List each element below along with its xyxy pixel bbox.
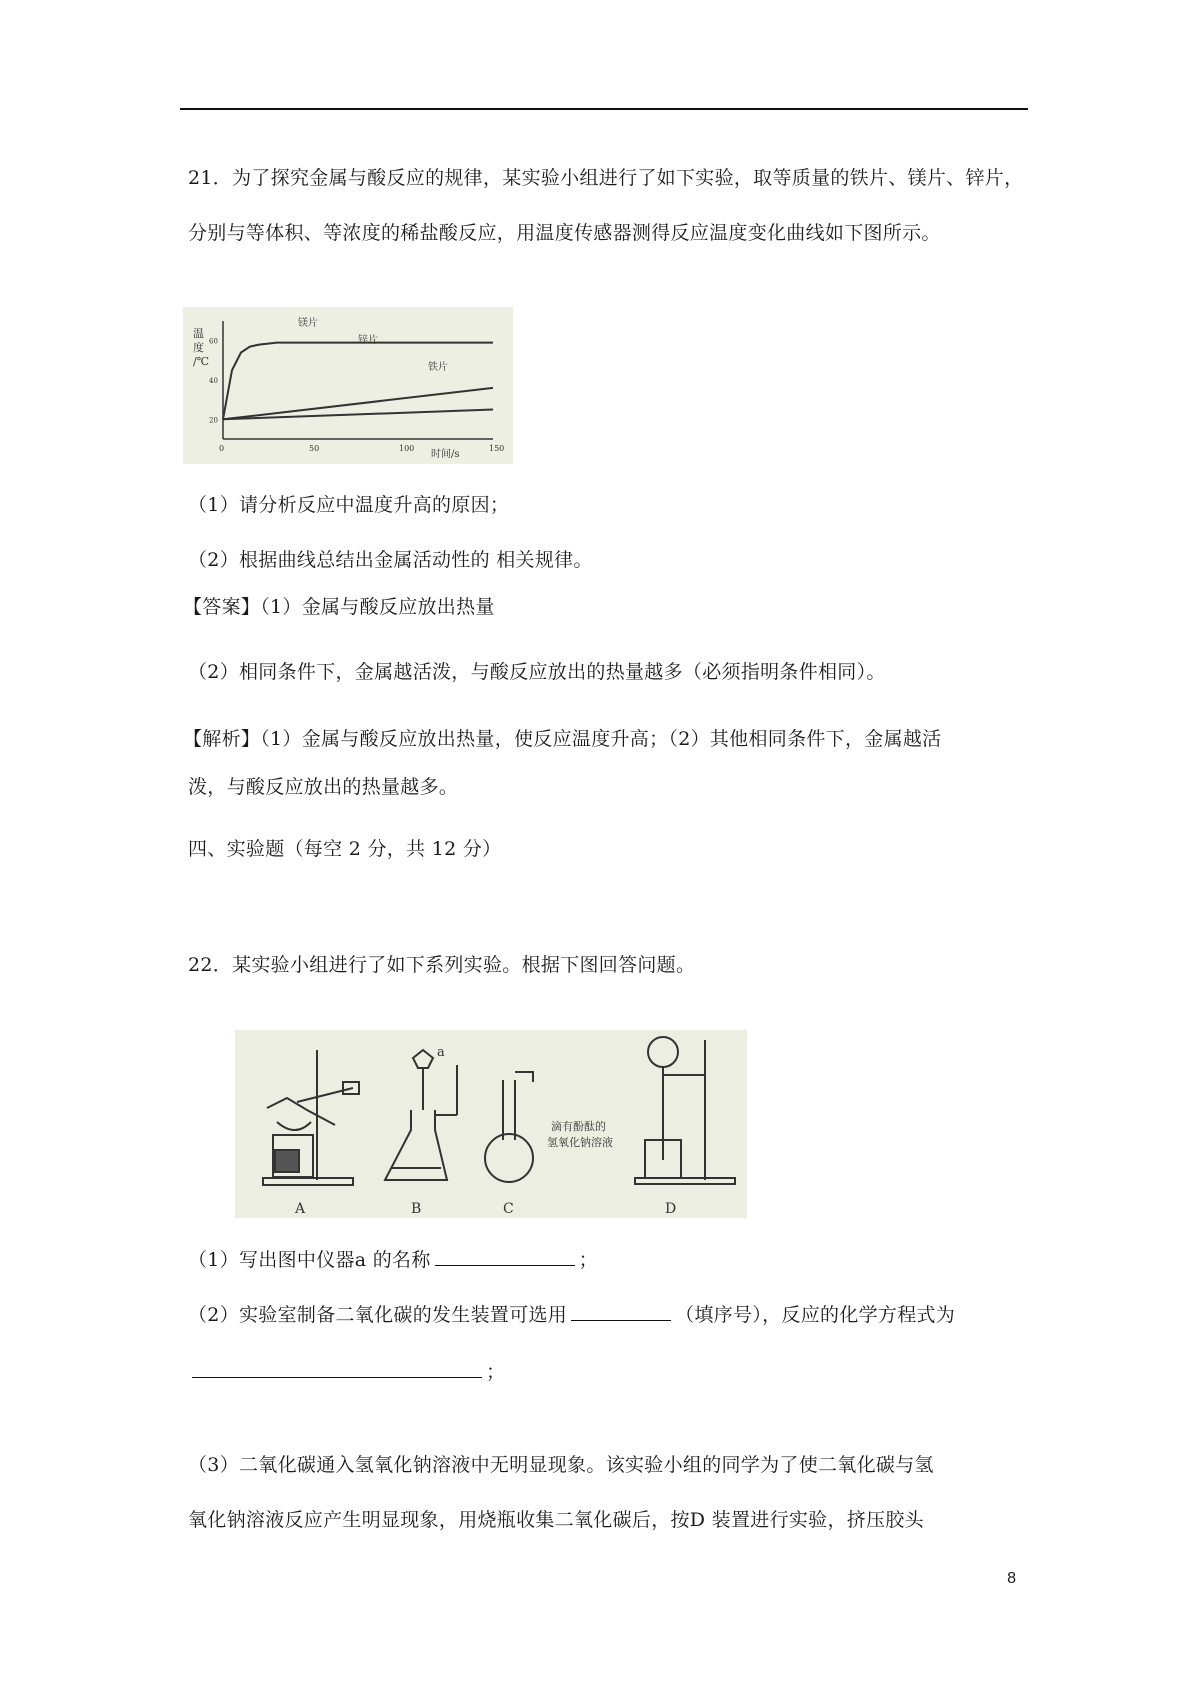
q21-sub2: （2）根据曲线总结出金属活动性的 相关规律。 [188, 549, 593, 571]
header-rule [180, 108, 1028, 110]
curve-label: 铁片 [428, 362, 448, 373]
temperature-chart [183, 307, 513, 464]
q21-analysis-line1: 【解析】（1）金属与酸反应放出热量，使反应温度升高；（2）其他相同条件下，金属越活 [183, 728, 942, 750]
q22-sub2 [188, 1300, 955, 1327]
x-tick-label: 0 [219, 444, 225, 453]
q22-sub2-suffix: （填序号），反应的化学方程式为 [675, 1304, 956, 1326]
q22-sub3-line1: （3）二氧化碳通入氢氧化钠溶液中无明显现象。该实验小组的同学为了使二氧化碳与氢 [188, 1454, 934, 1476]
y-tick-label: 40 [209, 377, 218, 385]
q22-sub1-suffix: ； [578, 1249, 598, 1271]
q22-sub1 [188, 1245, 598, 1272]
curve-label: 镁片 [298, 318, 318, 329]
x-tick-label: 150 [489, 444, 505, 453]
q22-sub2-line2-suffix: ； [486, 1361, 506, 1383]
curve-label: 锌片 [358, 335, 378, 346]
x-label: 时间/s [431, 449, 460, 460]
label-a-instrument: a [437, 1045, 445, 1060]
q21-stem-line2: 分别与等体积、等浓度的稀盐酸反应，用温度传感器测得反应温度变化曲线如下图所示。 [188, 222, 941, 244]
q22-sub2-blank-2[interactable] [192, 1357, 482, 1378]
temperature-chart-svg [183, 307, 513, 464]
q21-sub1: （1）请分析反应中温度升高的原因； [188, 494, 510, 516]
q21-answer-line2: （2）相同条件下，金属越活泼，与酸反应放出的热量越多（必须指明条件相同）。 [188, 661, 886, 683]
label-d-note-1: 滴有酚酞的 [551, 1120, 606, 1133]
y-tick-label: 20 [209, 416, 218, 425]
x-tick-label: 50 [309, 444, 320, 453]
label-C: C [503, 1201, 514, 1217]
apparatus-figure [235, 1030, 747, 1218]
y-tick-label: 60 [209, 337, 218, 346]
y-label-3: /℃ [193, 355, 210, 368]
apparatus-svg [235, 1030, 747, 1218]
q21-answer-line1: 【答案】（1）金属与酸反应放出热量 [183, 596, 495, 618]
q22-sub2-blank-1[interactable] [571, 1300, 671, 1321]
section-4-title: 四、实验题（每空 2 分，共 12 分） [188, 838, 502, 860]
x-tick-label: 100 [399, 444, 415, 453]
q22-stem: 22．某实验小组进行了如下系列实验。根据下图回答问题。 [188, 954, 696, 976]
y-label-2: 度 [193, 341, 204, 354]
label-d-note-2: 氢氧化钠溶液 [547, 1136, 613, 1149]
q22-sub1-blank[interactable] [435, 1245, 575, 1266]
label-D: D [665, 1201, 677, 1217]
q22-sub2-prefix: （2）实验室制备二氧化碳的发生装置可选用 [188, 1304, 568, 1326]
label-A: A [295, 1201, 306, 1217]
q22-sub1-prefix: （1）写出图中仪器a 的名称 [188, 1249, 431, 1271]
page-number: 8 [1007, 1570, 1016, 1587]
q21-analysis-line2: 泼，与酸反应放出的热量越多。 [188, 776, 459, 798]
y-label-1: 温 [193, 327, 204, 340]
q21-stem-line1: 21．为了探究金属与酸反应的规律，某实验小组进行了如下实验，取等质量的铁片、镁片、锌片， [188, 167, 1024, 189]
label-B: B [411, 1201, 422, 1217]
q22-sub2-line2 [192, 1357, 505, 1384]
q22-sub3-line2: 氧化钠溶液反应产生明显现象，用烧瓶收集二氧化碳后，按D 装置进行实验，挤压胶头 [188, 1509, 924, 1531]
